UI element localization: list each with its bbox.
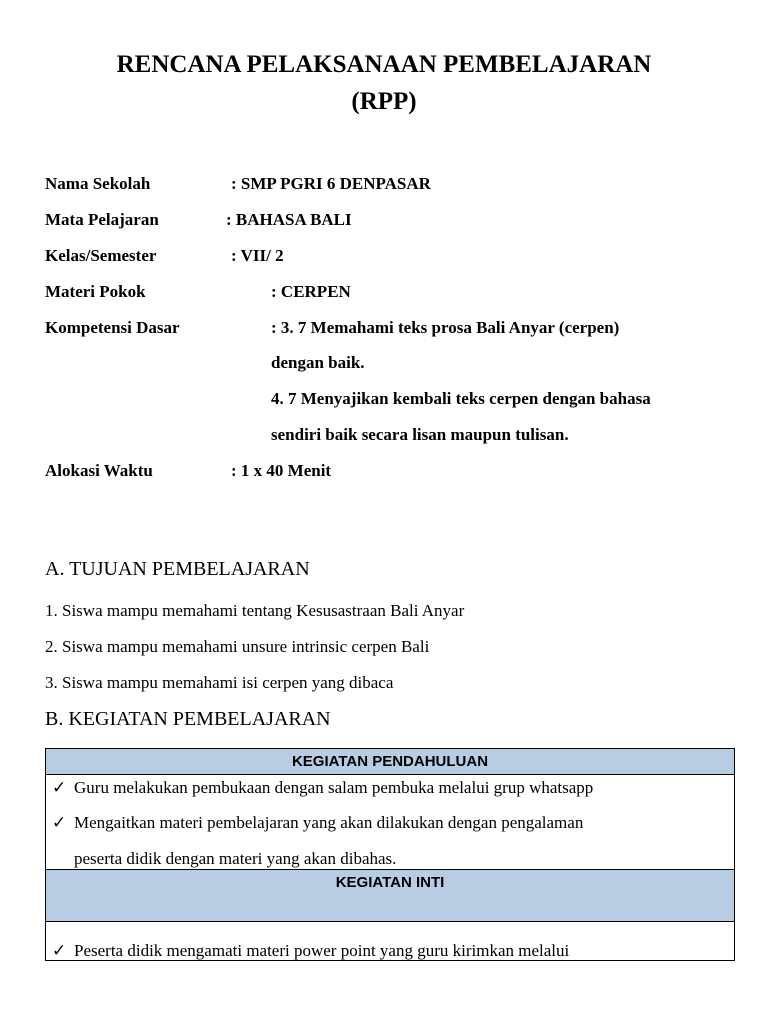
school-label: Nama Sekolah xyxy=(45,174,151,193)
topic-value: : CERPEN xyxy=(271,282,351,301)
core-item-1 xyxy=(52,940,569,962)
intro-item-1 xyxy=(52,777,593,799)
check-icon: ✓ xyxy=(52,778,67,797)
class-value: : VII/ 2 xyxy=(231,246,284,265)
time-label: Alokasi Waktu xyxy=(45,461,153,480)
time-value: : 1 x 40 Menit xyxy=(231,461,332,480)
competency-line2: dengan baik. xyxy=(271,353,365,372)
section-b-heading: B. KEGIATAN PEMBELAJARAN xyxy=(45,708,331,730)
goal-item: 3. Siswa mampu memahami isi cerpen yang dibaca xyxy=(45,673,394,692)
competency-label: Kompetensi Dasar xyxy=(45,318,180,337)
competency-line4: sendiri baik secara lisan maupun tulisan. xyxy=(271,425,569,444)
activities-table xyxy=(45,748,735,961)
section-a-heading: A. TUJUAN PEMBELAJARAN xyxy=(45,558,310,580)
check-icon: ✓ xyxy=(52,813,67,832)
page-title-line1: RENCANA PELAKSANAAN PEMBELAJARAN xyxy=(116,51,652,78)
page-title-line2: (RPP) xyxy=(351,88,417,115)
goal-item: 1. Siswa mampu memahami tentang Kesusastraan Bali Anyar xyxy=(45,601,465,620)
core-header: KEGIATAN INTI xyxy=(46,869,734,922)
goal-item: 2. Siswa mampu memahami unsure intrinsic cerpen Bali xyxy=(45,637,430,656)
subject-value: : BAHASA BALI xyxy=(226,210,352,229)
competency-line1: : 3. 7 Memahami teks prosa Bali Anyar (cerpen) xyxy=(271,318,620,337)
core-item-1-text: Peserta didik mengamati materi power point yang guru kirimkan melalui xyxy=(74,941,570,960)
intro-item-2-cont: peserta didik dengan materi yang akan dibahas. xyxy=(74,849,397,868)
competency-line3: 4. 7 Menyajikan kembali teks cerpen dengan bahasa xyxy=(271,389,651,408)
intro-item-1-text: Guru melakukan pembukaan dengan salam pembuka melalui grup whatsapp xyxy=(74,778,594,797)
intro-header: KEGIATAN PENDAHULUAN xyxy=(46,749,734,775)
check-icon: ✓ xyxy=(52,941,67,960)
class-label: Kelas/Semester xyxy=(45,246,157,265)
subject-label: Mata Pelajaran xyxy=(45,210,159,229)
topic-label: Materi Pokok xyxy=(45,282,146,301)
intro-item-2-text: Mengaitkan materi pembelajaran yang akan dilakukan dengan pengalaman xyxy=(74,813,584,832)
school-value: : SMP PGRI 6 DENPASAR xyxy=(231,174,431,193)
intro-item-2 xyxy=(52,812,583,834)
